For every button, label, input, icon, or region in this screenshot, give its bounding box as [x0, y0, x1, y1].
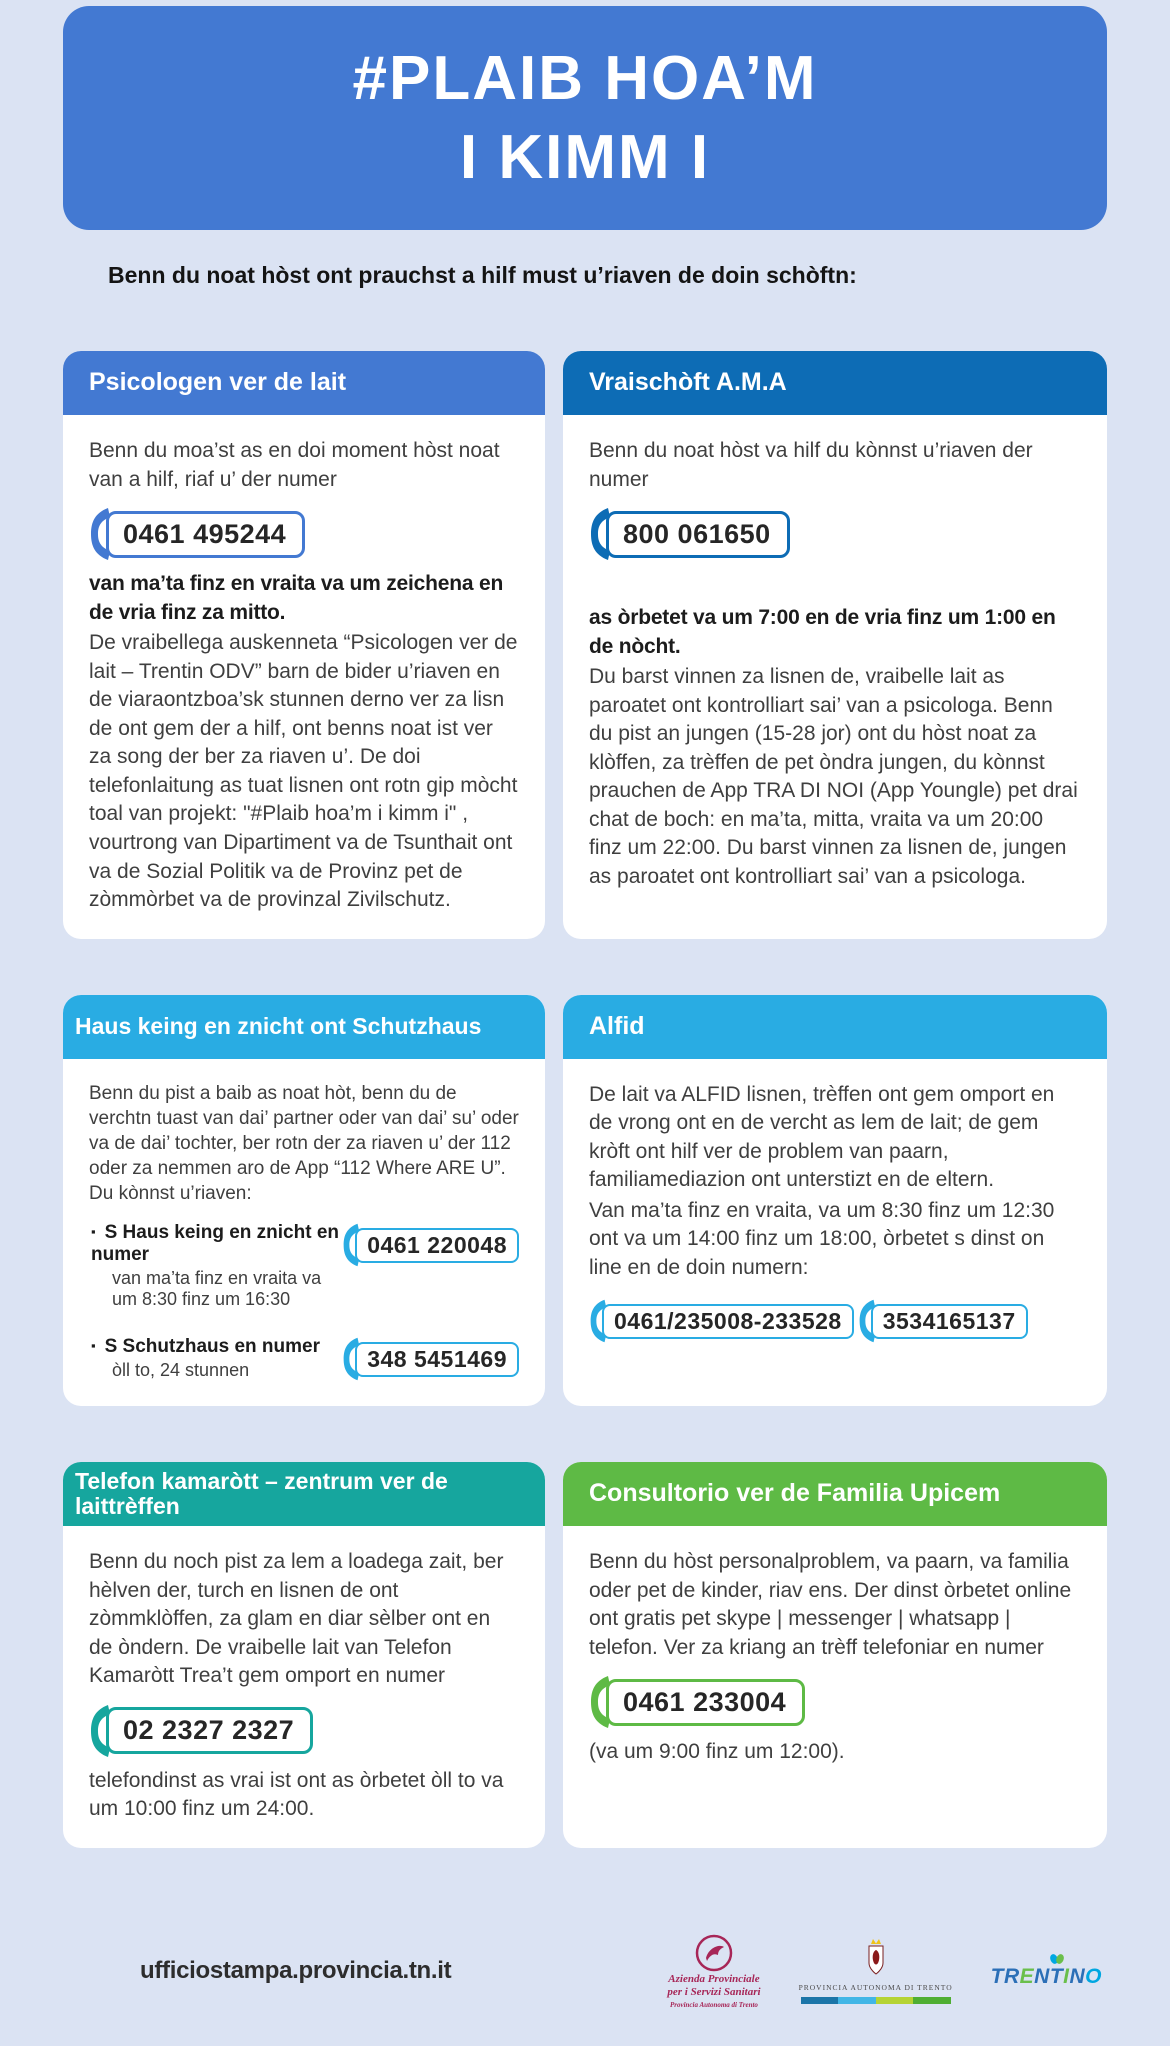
phone-badge-vraischoft[interactable]: [589, 506, 790, 562]
poster-title-line2: I KIMM I: [459, 123, 711, 192]
phone-number-box: [871, 1304, 1028, 1339]
card-vraischoft-title: Vraischòft A.M.A: [589, 368, 787, 397]
card-psicologen-body: [63, 415, 545, 939]
card-psicologen-intro: Benn du moa’st as en doi moment hòst noat van a hilf, riaf u’ der numer: [89, 439, 500, 491]
phone-number-box: [355, 1228, 519, 1263]
card-haus-keing: [63, 995, 545, 1406]
provincia-logo-text: PROVINCIA AUTONOMA DI TRENTO: [798, 1983, 953, 1993]
card-vraischoft: [563, 351, 1107, 939]
footer-logos: [667, 1933, 1102, 2008]
phone-number: 800 061650: [623, 518, 771, 549]
apss-logo: [667, 1933, 760, 2008]
phone-badge-schutzhaus[interactable]: [342, 1336, 519, 1382]
card-alfid-phones: [589, 1298, 1081, 1344]
card-consultorio-paragraph: Benn du hòst personalproblem, va paarn, va familia oder pet de kinder, riav ens. Der dinst òrbetet online ont gratis pet skype | messenger | whatsapp | telefon. Ver za kriang an trèff telefoniar en numer: [589, 1550, 1072, 1659]
butterfly-icon: [1049, 1953, 1065, 1965]
card-alfid-body: [563, 1059, 1107, 1406]
card-telefon-kamarott-title-bar: [63, 1462, 545, 1526]
phone-number: 0461 233004: [623, 1686, 787, 1717]
poster-title-line1: #PLAIB HOA’M: [352, 43, 818, 113]
card-alfid-paragraph2: Van ma’ta finz en vraita, va um 8:30 finz um 12:30 ont va um 14:00 finz um 18:00, òrbetet s dinst on line en de doin numern:: [589, 1198, 1055, 1279]
card-haus-keing-title-bar: [63, 995, 545, 1059]
apss-logo-text-line2: per i Servizi Sanitari: [667, 1985, 761, 1998]
card-vraischoft-body: [563, 415, 1107, 939]
poster-header: [63, 6, 1107, 230]
phone-number-box: [602, 1304, 854, 1339]
phone-number: 348 5451469: [367, 1345, 507, 1372]
card-psicologen-paragraph: De vraibellega auskenneta “Psicologen ver de lait – Trentin ODV” barn de bider u’riaven en de viaraontzboa’sk stunnen derno ver za lisn de ont gem der a hilf, ont benns noat ist ver za song der ber za riaven u’. De doi telefonlaitung as tuat lisnen ont rotn gip mòcht toal van projekt: "#Plaib hoa’m i kimm i" , vourtrong van Dipartiment va de Tsunthait ont va de Sozial Politik va de Provinz pet de zòmmòrbet va de provinzal Zivilschutz.: [89, 631, 518, 912]
footer-url-link[interactable]: ufficiostampa.provincia.tn.it: [140, 1956, 452, 1984]
card-consultorio-body: [563, 1526, 1107, 1848]
card-alfid-paragraph1: De lait va ALFID lisnen, trèffen ont gem omport en de vrong ont en de vercht as lem de lait; de gem kròft ont hilf ver de problem van paarn, familiamediazion ont unterstizt en de eltern.: [589, 1082, 1055, 1192]
list-item-note: òll to, 24 stunnen: [112, 1360, 250, 1381]
card-alfid-title-bar: [563, 995, 1107, 1059]
phone-number: 0461 495244: [123, 518, 287, 549]
phone-badge-haus-keing[interactable]: [342, 1222, 519, 1268]
apss-logo-text-line3: Provincia Autonoma di Trento: [669, 2000, 758, 2009]
trentino-logo-text: TRENTINO: [990, 1964, 1102, 1988]
list-item: [89, 1336, 519, 1382]
cards-grid: [63, 351, 1107, 1848]
card-telefon-kamarott-paragraph: Benn du noch pist za lem a loadega zait, ber hèlven der, turch en lisnen de ont zòmmklòffen, za glam en diar sèlber ont en de òndern. De vraibelle lait van Telefon Kamaròtt Trea’t gem omport en numer: [89, 1550, 504, 1688]
phone-badge-telefon-kamarott[interactable]: [89, 1703, 313, 1759]
list-item-label: ▪ S Schutzhaus en numer: [91, 1336, 320, 1358]
phone-number: 0461/235008-233528: [614, 1307, 842, 1334]
card-telefon-kamarott-body: [63, 1526, 545, 1848]
phone-number-box: [606, 1679, 805, 1726]
list-item: [89, 1222, 519, 1310]
list-item-note: van ma’ta finz en vraita va um 8:30 finz um 16:30: [112, 1268, 322, 1310]
phone-number-box: [606, 511, 790, 558]
apss-logo-text-line1: Azienda Provinciale: [668, 1973, 760, 1986]
card-telefon-kamarott-note: telefondinst as vrai ist ont as òrbetet òll to va um 10:00 finz um 24:00.: [89, 1768, 504, 1821]
phone-number: 0461 220048: [367, 1231, 507, 1258]
card-haus-keing-body: [63, 1059, 545, 1406]
list-item-text: [89, 1336, 320, 1381]
footer: [0, 1896, 1170, 2046]
trentino-logo: [991, 1953, 1102, 1989]
phone-number-box: [106, 1707, 313, 1754]
phone-badge-alfid-1[interactable]: [589, 1298, 854, 1344]
card-psicologen-title-bar: [63, 351, 545, 415]
card-vraischoft-title-bar: [563, 351, 1107, 415]
provincia-crest-icon: [861, 1937, 891, 1979]
card-psicologen-hours: van ma’ta finz en vraita va um zeichena en de vria finz za mitto.: [89, 572, 504, 624]
provincia-trento-logo: [799, 1937, 953, 2004]
intro-text: Benn du noat hòst ont prauchst a hilf must u’riaven de doin schòftn:: [108, 262, 857, 288]
card-vraischoft-intro: Benn du noat hòst va hilf du kònnst u’riaven der numer: [589, 439, 1033, 491]
card-telefon-kamarott-title: Telefon kamaròtt – zentrum ver de laittrèffen: [75, 1467, 448, 1520]
card-psicologen-title: Psicologen ver de lait: [89, 368, 347, 397]
card-consultorio-title-bar: [563, 1462, 1107, 1526]
card-haus-keing-title: Haus keing en znicht ont Schutzhaus: [75, 1013, 482, 1039]
card-consultorio-title: Consultorio ver de Familia Upicem: [589, 1479, 1001, 1508]
apss-dove-icon: [694, 1933, 734, 1973]
card-vraischoft-hours: as òrbetet va um 7:00 en de vria finz um 1:00 en de nòcht.: [589, 606, 1056, 658]
card-haus-keing-intro: Benn du pist a baib as noat hòt, benn du de verchtn tuast van dai’ partner oder van dai’ su’ oder va de dai’ tochter, ber rotn der za riaven u’ der 112 oder za nemmen aro de App “112 Where ARE U”. Du kònnst u’riaven:: [89, 1082, 519, 1204]
card-psicologen: [63, 351, 545, 939]
card-consultorio-note: (va um 9:00 finz um 12:00).: [589, 1740, 845, 1764]
phone-number: 02 2327 2327: [123, 1715, 295, 1746]
provincia-stripe: [801, 1997, 951, 2004]
phone-badge-consultorio[interactable]: [589, 1674, 805, 1730]
phone-number-box: [355, 1342, 519, 1377]
phone-number-box: [106, 511, 305, 558]
card-alfid: [563, 995, 1107, 1406]
card-vraischoft-paragraph: Du barst vinnen za lisnen de, vraibelle lait as paroatet ont kontrolliart sai’ van a psicologa. Benn du pist an jungen (15-28 jor) ont du hòst noat za klòffen, za trèffen de pet òndra jungen, du kònnst prauchen de App TRA DI NOI (App Youngle) pet drai chat de boch: en ma’ta, mitta, vraita va um 20:00 finz um 22:00. Du barst vinnen za lisnen de, jungen as paroatet ont kontrolliart sai’ van a psicologa.: [589, 665, 1078, 889]
list-item-text: [89, 1222, 342, 1310]
phone-badge-alfid-2[interactable]: [858, 1298, 1028, 1344]
phone-number: 3534165137: [882, 1307, 1016, 1334]
card-alfid-title: Alfid: [589, 1011, 645, 1040]
phone-badge-psicologen[interactable]: [89, 506, 305, 562]
list-item-label: ▪ S Haus keing en znicht en numer: [91, 1222, 342, 1266]
